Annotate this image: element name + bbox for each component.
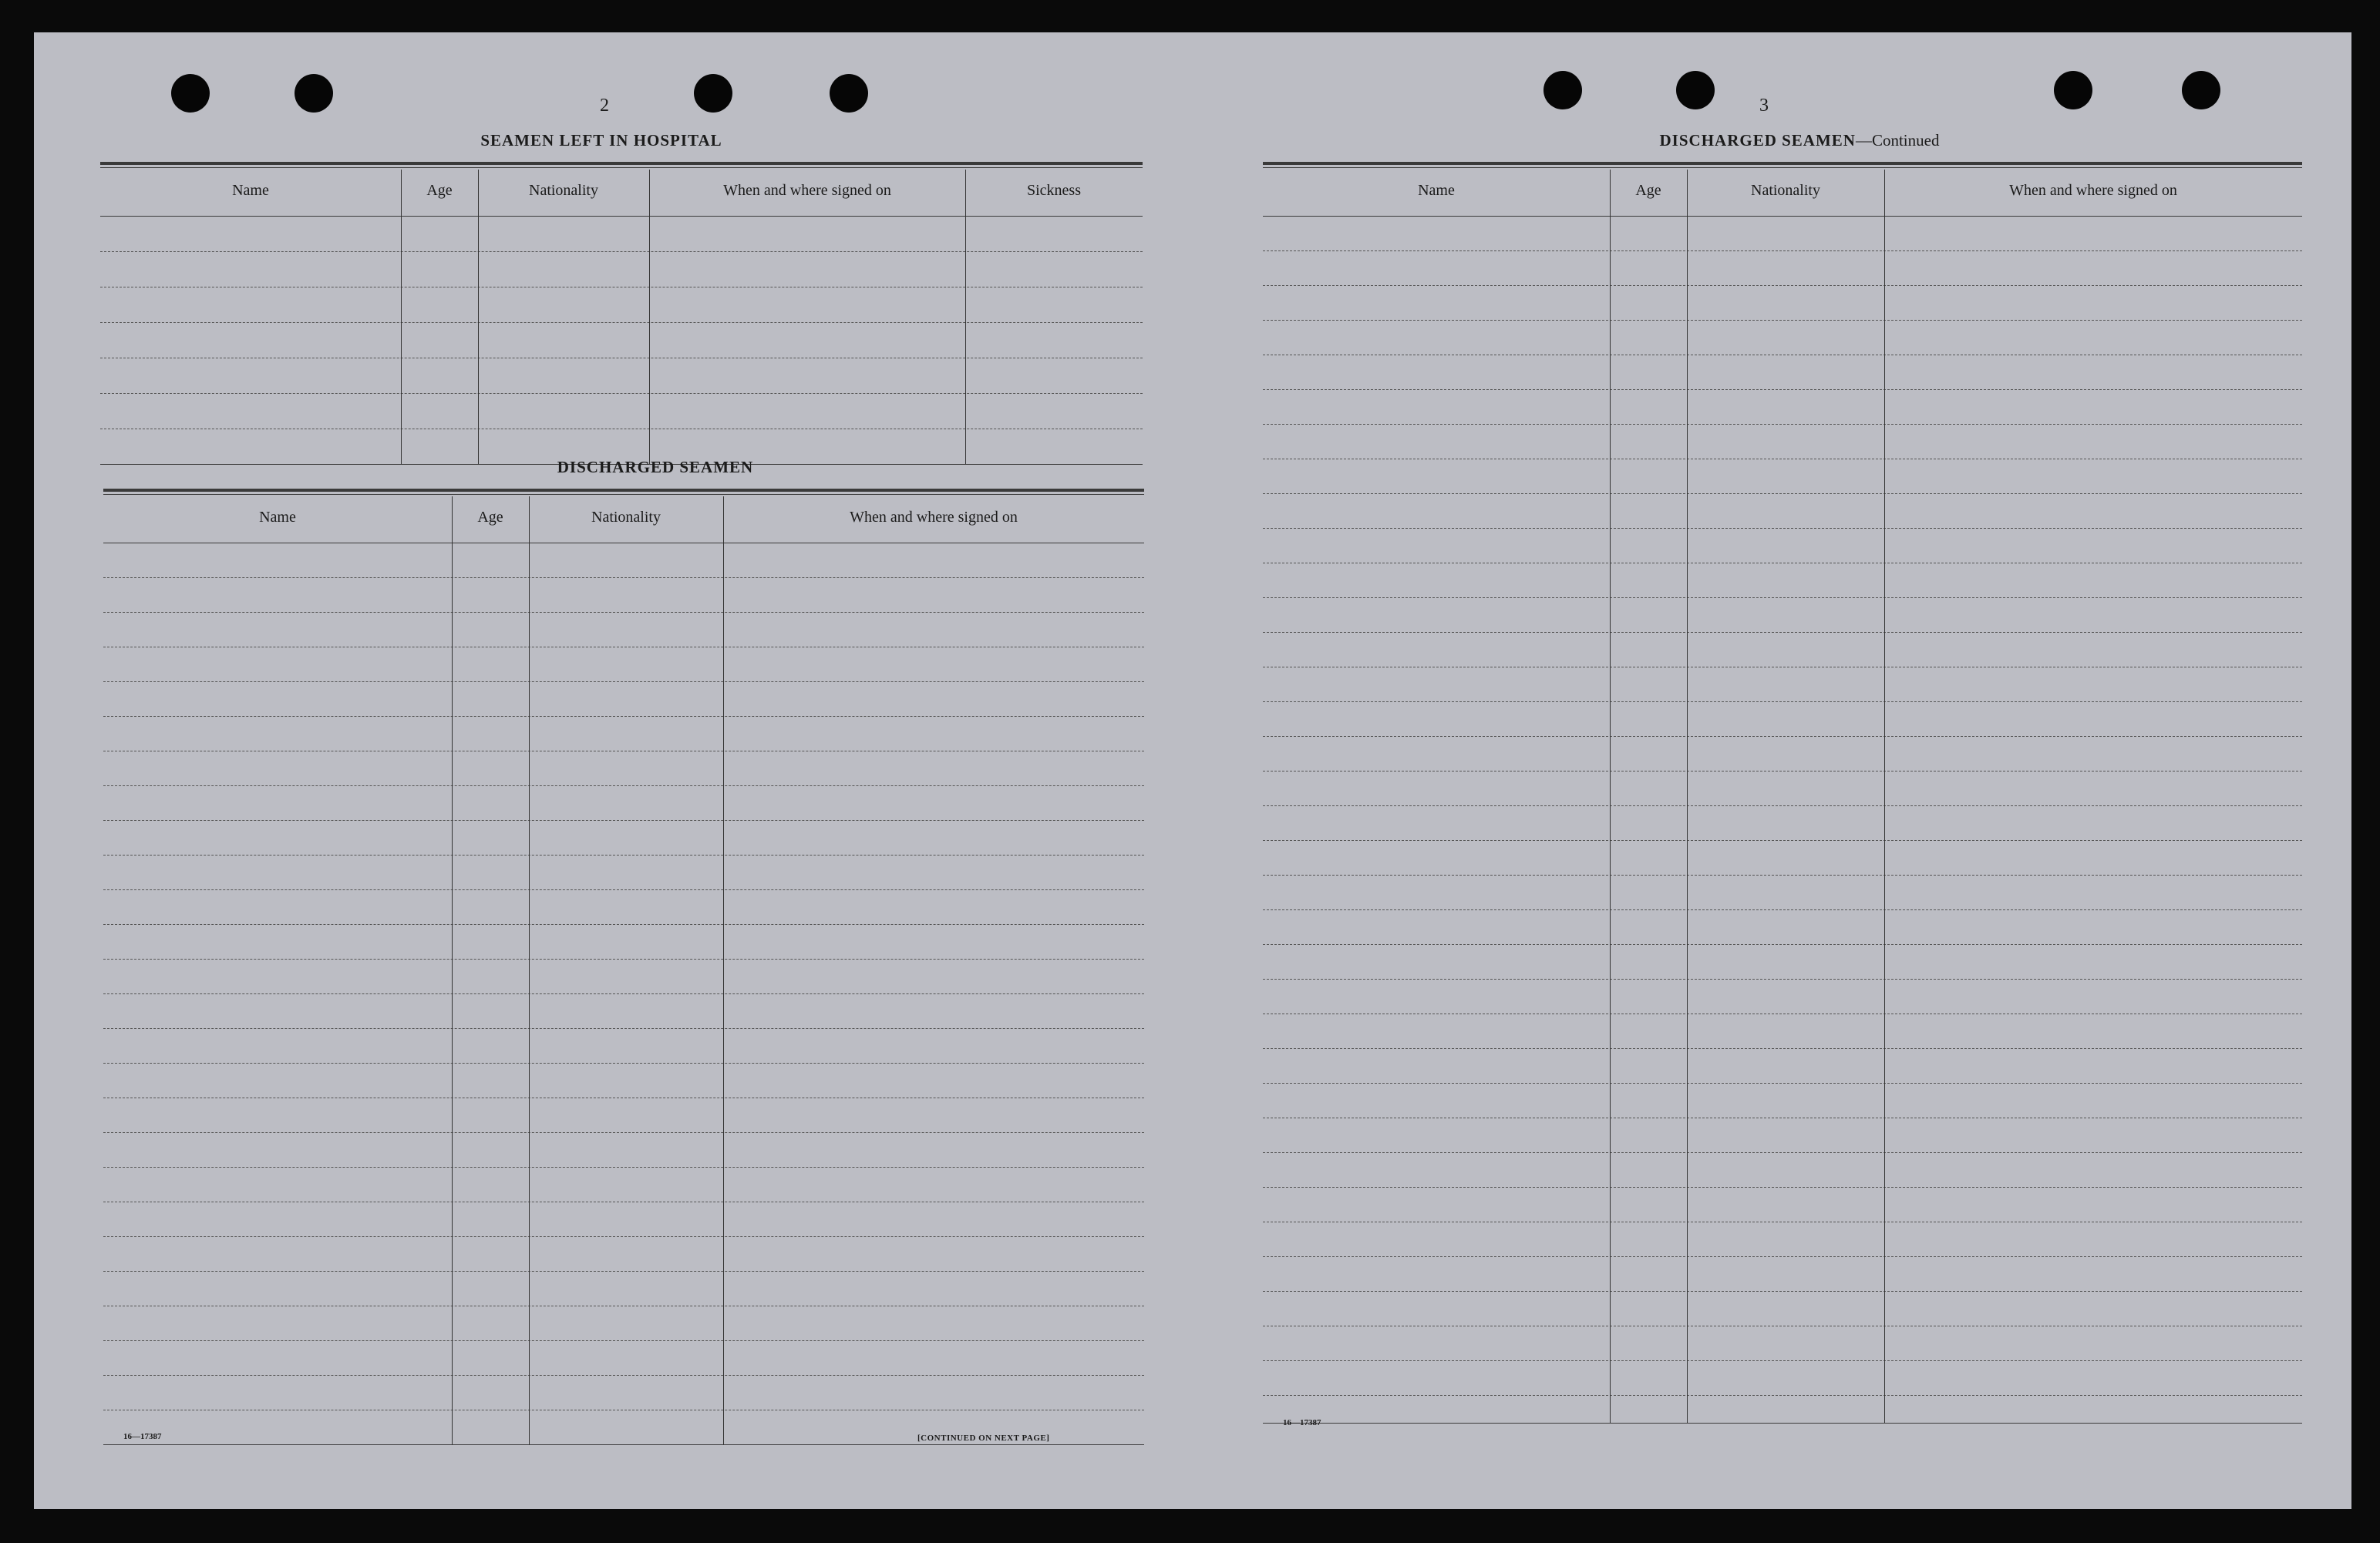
form-row-line: [1263, 1395, 2302, 1396]
form-row-line: [103, 1167, 1144, 1168]
form-row-line: [1263, 875, 2302, 876]
form-row-line: [103, 1132, 1144, 1133]
form-row-line: [1263, 1360, 2302, 1361]
discharged-table-right: [1263, 162, 2302, 1449]
form-row-line: [103, 1340, 1144, 1341]
form-row-line: [1263, 840, 2302, 841]
form-row-line: [1263, 424, 2302, 425]
form-row-line: [1263, 701, 2302, 702]
form-row-line: [1263, 944, 2302, 945]
column-header-name: Name: [259, 509, 296, 526]
column-header-nationality: Nationality: [529, 182, 598, 199]
page-number-left: 2: [600, 96, 609, 116]
form-row-line: [1263, 979, 2302, 980]
punch-hole: [171, 74, 210, 113]
form-row-line: [103, 1271, 1144, 1272]
form-row-line: [1263, 1083, 2302, 1084]
column-header-name: Name: [232, 182, 269, 199]
form-row-line: [103, 889, 1144, 890]
form-row-line: [103, 716, 1144, 717]
form-row-line: [1263, 909, 2302, 910]
punch-hole: [295, 74, 333, 113]
column-header-sickness: Sickness: [1027, 182, 1081, 199]
form-row-line: [1263, 493, 2302, 494]
form-row-line: [103, 1063, 1144, 1064]
discharged-table-left: [103, 489, 1144, 1467]
column-header-signed-on: When and where signed on: [723, 182, 891, 199]
form-row-line: [103, 855, 1144, 856]
form-row-line: [103, 924, 1144, 925]
column-header-age: Age: [1635, 182, 1661, 199]
punch-hole: [2054, 71, 2092, 109]
form-row-line: [103, 959, 1144, 960]
form-row-line: [100, 393, 1143, 394]
form-row-line: [1263, 632, 2302, 633]
form-row-line: [1263, 1187, 2302, 1188]
column-header-signed-on: When and where signed on: [850, 509, 1018, 526]
punch-hole: [1676, 71, 1715, 109]
form-code-right: 16—17387: [1283, 1418, 1321, 1427]
form-row-line: [1263, 736, 2302, 737]
form-row-line: [103, 577, 1144, 578]
form-code-left: 16—17387: [123, 1432, 162, 1441]
punch-hole: [830, 74, 868, 113]
discharged-section-title-left: DISCHARGED SEAMEN: [557, 458, 754, 476]
form-row-line: [1263, 320, 2302, 321]
form-row-line: [103, 681, 1144, 682]
form-row-line: [103, 993, 1144, 994]
form-row-line: [103, 1236, 1144, 1237]
page-number-right: 3: [1759, 96, 1769, 116]
form-row-line: [103, 1028, 1144, 1029]
form-row-line: [100, 251, 1143, 252]
form-row-line: [1263, 250, 2302, 251]
form-row-line: [1263, 1048, 2302, 1049]
form-row-line: [1263, 1256, 2302, 1257]
form-row-line: [1263, 285, 2302, 286]
discharged-section-title-right: [1298, 131, 2301, 150]
form-row-line: [1263, 805, 2302, 806]
column-header-nationality: Nationality: [591, 509, 661, 526]
form-row-line: [1263, 771, 2302, 772]
continued-note: [CONTINUED ON NEXT PAGE]: [917, 1434, 1050, 1443]
column-header-age: Age: [426, 182, 453, 199]
form-row-line: [103, 785, 1144, 786]
document-sheet: [34, 32, 2351, 1509]
punch-hole: [694, 74, 732, 113]
punch-hole: [2182, 71, 2220, 109]
hospital-table: [100, 162, 1143, 470]
discharged-title-suffix: —Continued: [1855, 131, 1940, 150]
form-row-line: [1263, 1291, 2302, 1292]
column-header-age: Age: [477, 509, 503, 526]
form-row-line: [103, 820, 1144, 821]
column-header-signed-on: When and where signed on: [2009, 182, 2177, 199]
column-header-nationality: Nationality: [1751, 182, 1820, 199]
form-row-line: [1263, 389, 2302, 390]
form-row-line: [103, 1375, 1144, 1376]
column-header-name: Name: [1418, 182, 1455, 199]
form-row-line: [1263, 1152, 2302, 1153]
hospital-section-title: SEAMEN LEFT IN HOSPITAL: [480, 131, 722, 150]
punch-hole: [1543, 71, 1582, 109]
discharged-title-main: DISCHARGED SEAMEN: [1659, 131, 1856, 150]
form-row-line: [103, 612, 1144, 613]
form-row-line: [1263, 597, 2302, 598]
form-row-line: [1263, 528, 2302, 529]
form-row-line: [100, 322, 1143, 323]
